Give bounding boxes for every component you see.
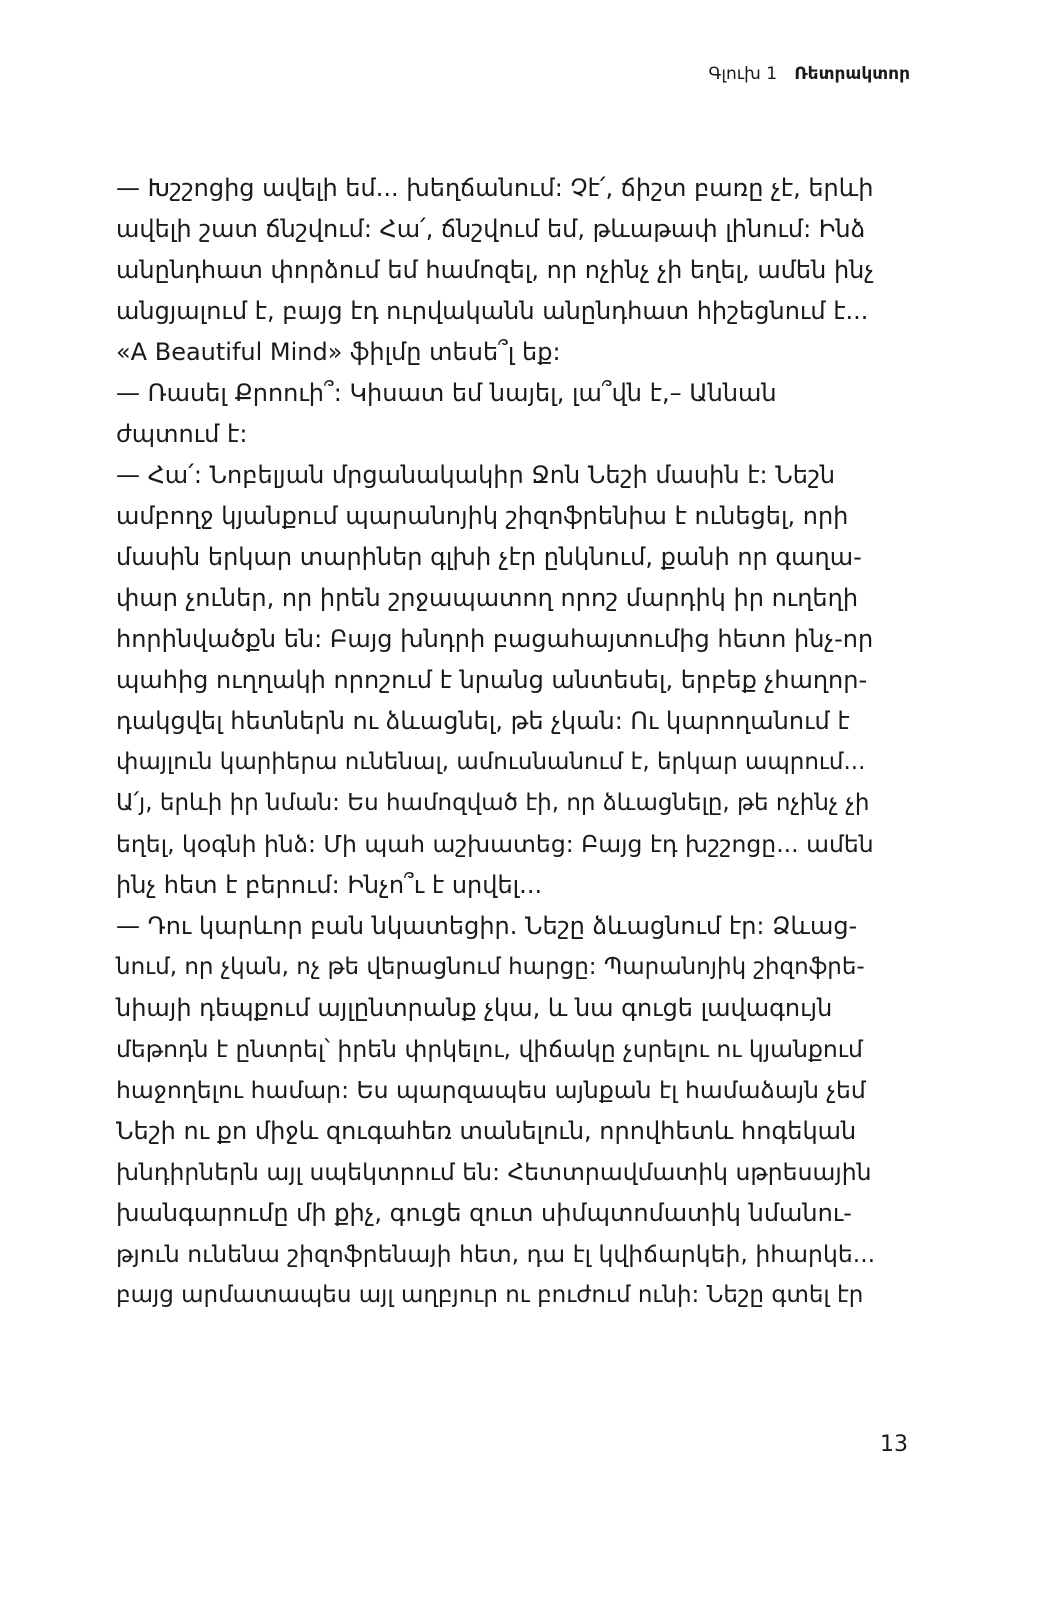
text-line: եղել, կօգնի ինձ: Մի պահ աշխատեց: Բայց էդ խշշոցը... ամեն [116,830,874,858]
text-line: — Ռասել Քրոուի՞: Կիսատ եմ նայել, լա՞վն է,– Աննան [116,379,777,407]
text-line: փայլուն կարիերա ունենալ, ամուսնանում է, երկար ապրում... [116,749,866,775]
chapter-label: Գլուխ 1 [708,64,778,84]
body-text [116,168,876,1316]
text-line: — Խշշոցից ավելի եմ... խեղճանում: Չէ՛, ճիշտ բառը չէ, երևի [116,174,874,202]
text-line: ժպտում է: [116,420,248,448]
text-line: մեթոդն է ընտրել՝ իրեն փրկելու, վիճակը չսրելու ու կյանքում [116,1035,863,1063]
text-line: անընդհատ փորձում եմ համոզել, որ ոչինչ չի եղել, ամեն ինչ [116,256,875,284]
text-line: նիայի դեպքում այլընտրանք չկա, և նա գուցե լավագույն [116,994,833,1022]
running-header [709,64,910,84]
text-line: ինչ հետ է բերում: Ինչո՞ւ է սրվել... [116,871,543,899]
text-line: «A Beautiful Mind» ֆիլմը տեսե՞լ եք: [116,338,561,366]
text-line: — Դու կարևոր բան նկատեցիր. Նեշը ձևացնում էր: Ձևաց- [116,912,858,940]
text-line: անցյալում է, բայց էդ ուրվականն անընդհատ հիշեցնում է... [116,297,869,325]
text-line: Նեշի ու քո միջև զուգահեռ տանելուն, որովհետև հոգեկան [116,1117,857,1145]
text-line: հաջողելու համար: Ես պարզապես այնքան էլ համաձայն չեմ [116,1076,866,1104]
page-number: 13 [880,1432,908,1457]
text-line: պահից ուղղակի որոշում է նրանց անտեսել, երբեք չհաղոր- [116,666,868,694]
text-line: ավելի շատ ճնշվում: Հա՛, ճնշվում եմ, թևաթափ լինում: Ինձ [116,215,866,243]
text-line: Ա՛յ, երևի իր նման: Ես համոզված էի, որ ձևացնելը, թե ոչինչ չի [116,790,870,816]
text-line: խանգարումը մի քիչ, գուցե զուտ սիմպտոմատիկ նմանու- [116,1199,852,1227]
text-line: դակցվել հետներն ու ձևացնել, թե չկան: Ու կարողանում է [116,707,850,735]
chapter-title: Ռետրակտոր [794,64,910,84]
text-line: հորինվածքն են: Բայց խնդրի բացահայտումից հետո ինչ-որ [116,625,874,653]
text-line: ամբողջ կյանքում պարանոյիկ շիզոֆրենիա է ունեցել, որի [116,502,849,530]
text-line: բայց արմատապես այլ աղբյուր ու բուժում ունի: Նեշը գտել էր [116,1282,864,1308]
text-line: — Հա՛: Նոբելյան մրցանակակիր Ջոն Նեշի մասին է: Նեշն [116,461,836,489]
text-line: մասին երկար տարիներ գլխի չէր ընկնում, քանի որ գաղա- [116,543,862,571]
text-line: նում, որ չկան, ոչ թե վերացնում հարցը: Պարանոյիկ շիզոֆրե- [116,954,865,980]
text-line: թյուն ունենա շիզոֆրենայի հետ, դա էլ կվիճարկեի, իհարկե... [116,1240,876,1268]
text-line: փար չուներ, որ իրեն շրջապատող որոշ մարդիկ իր ուղեղի [116,584,859,612]
text-line: խնդիրներն այլ սպեկտրում են: Հետտրավմատիկ սթրեսային [116,1158,872,1186]
